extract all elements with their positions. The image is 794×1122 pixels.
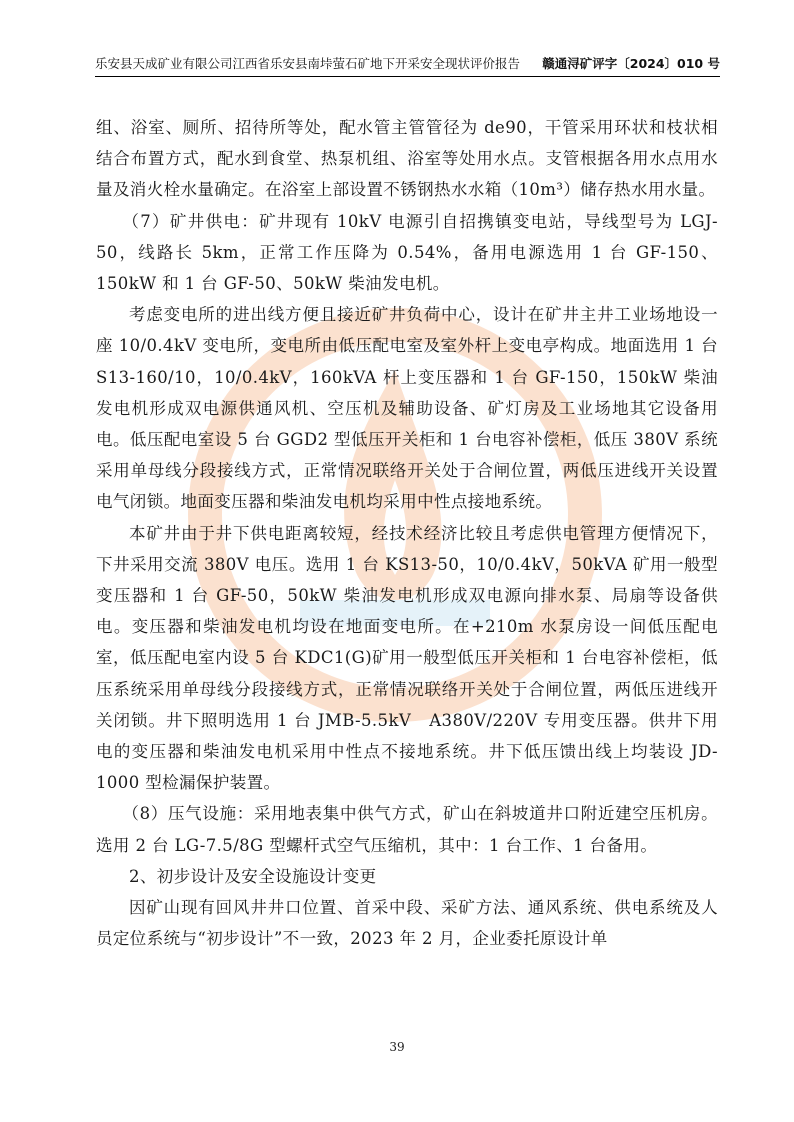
section-heading-design-change: 2、初步设计及安全设施设计变更: [129, 866, 377, 886]
paragraph-water-supply: 组、浴室、厕所、招待所等处，配水管主管管径为 de90，干管采用环状和枝状相结合布置方式，配水到食堂、热泵机组、浴室等处用水点。支管根据各用水点用水量及消火栓水量确定。在浴室上部设置不锈钢热水水箱（10m³）储存热水用水量。: [96, 118, 718, 200]
paragraph-design-change: 因矿山现有回风井井口位置、首采中段、采矿方法、通风系统、供电系统及人员定位系统与“初步设计”不一致，2023 年 2 月，企业委托原设计单: [96, 898, 718, 949]
page-number: 39: [389, 1040, 405, 1054]
body-text: [96, 112, 718, 954]
page-header: [95, 52, 720, 77]
header-document-number: 赣通浔矿评字〔2024〕010 号: [542, 56, 720, 71]
paragraph-underground-power: 本矿井由于井下供电距离较短，经技术经济比较且考虑供电管理方便情况下，下井采用交流 380V 电压。选用 1 台 KS13-50，10/0.4kV，50kVA 矿用一般型变压器和 1 台 GF-50，50kW 柴油发电机形成双电源向排水泵、局扇等设备供电。变压器和柴油发电机均设在地面变电所。在+210m 水泵房设一间低压配电室，低压配电室内设 5 台 KDC1(G)矿用一般型低压开关柜和 1 台电容补偿柜，低压系统采用单母线分段接线方式，正常情况联络开关处于合闸位置，两低压进线开关闭锁。井下照明选用 1 台 JMB-5.5kV A380V/220V 专用变压器。供井下用电的变压器和柴油发电机采用中性点不接地系统。井下低压馈出线上均装设 JD-1000 型检漏保护装置。: [96, 523, 718, 793]
paragraph-surface-substation: 考虑变电所的进出线方便且接近矿井负荷中心，设计在矿井主井工业场地设一座 10/0.4kV 变电所，变电所由低压配电室及室外杆上变电亭构成。地面选用 1 台 S13-160/10，10/0.4kV，160kVA 杆上变压器和 1 台 GF-150，150kW 柴油发电机形成双电源供通风机、空压机及辅助设备、矿灯房及工业场地其它设备用电。低压配电室设 5 台 GGD2 型低压开关柜和 1 台电容补偿柜，低压 380V 系统采用单母线分段接线方式，正常情况联络开关处于合闸位置，两低压进线开关设置电气闭锁。地面变压器和柴油发电机均采用中性点接地系统。: [96, 305, 718, 512]
paragraph-mine-power-supply: （7）矿井供电：矿井现有 10kV 电源引自招携镇变电站，导线型号为 LGJ-50，线路长 5km，正常工作压降为 0.54%，备用电源选用 1 台 GF-150、150kW 和 1 台 GF-50、50kW 柴油发电机。: [96, 211, 718, 294]
paragraph-compressed-air: （8）压气设施：采用地表集中供气方式，矿山在斜坡道井口附近建空压机房。选用 2 台 LG-7.5/8G 型螺杆式空气压缩机，其中：1 台工作、1 台备用。: [96, 804, 718, 855]
header-report-title: 乐安县天成矿业有限公司江西省乐安县南垰萤石矿地下开采安全现状评价报告: [95, 56, 521, 71]
